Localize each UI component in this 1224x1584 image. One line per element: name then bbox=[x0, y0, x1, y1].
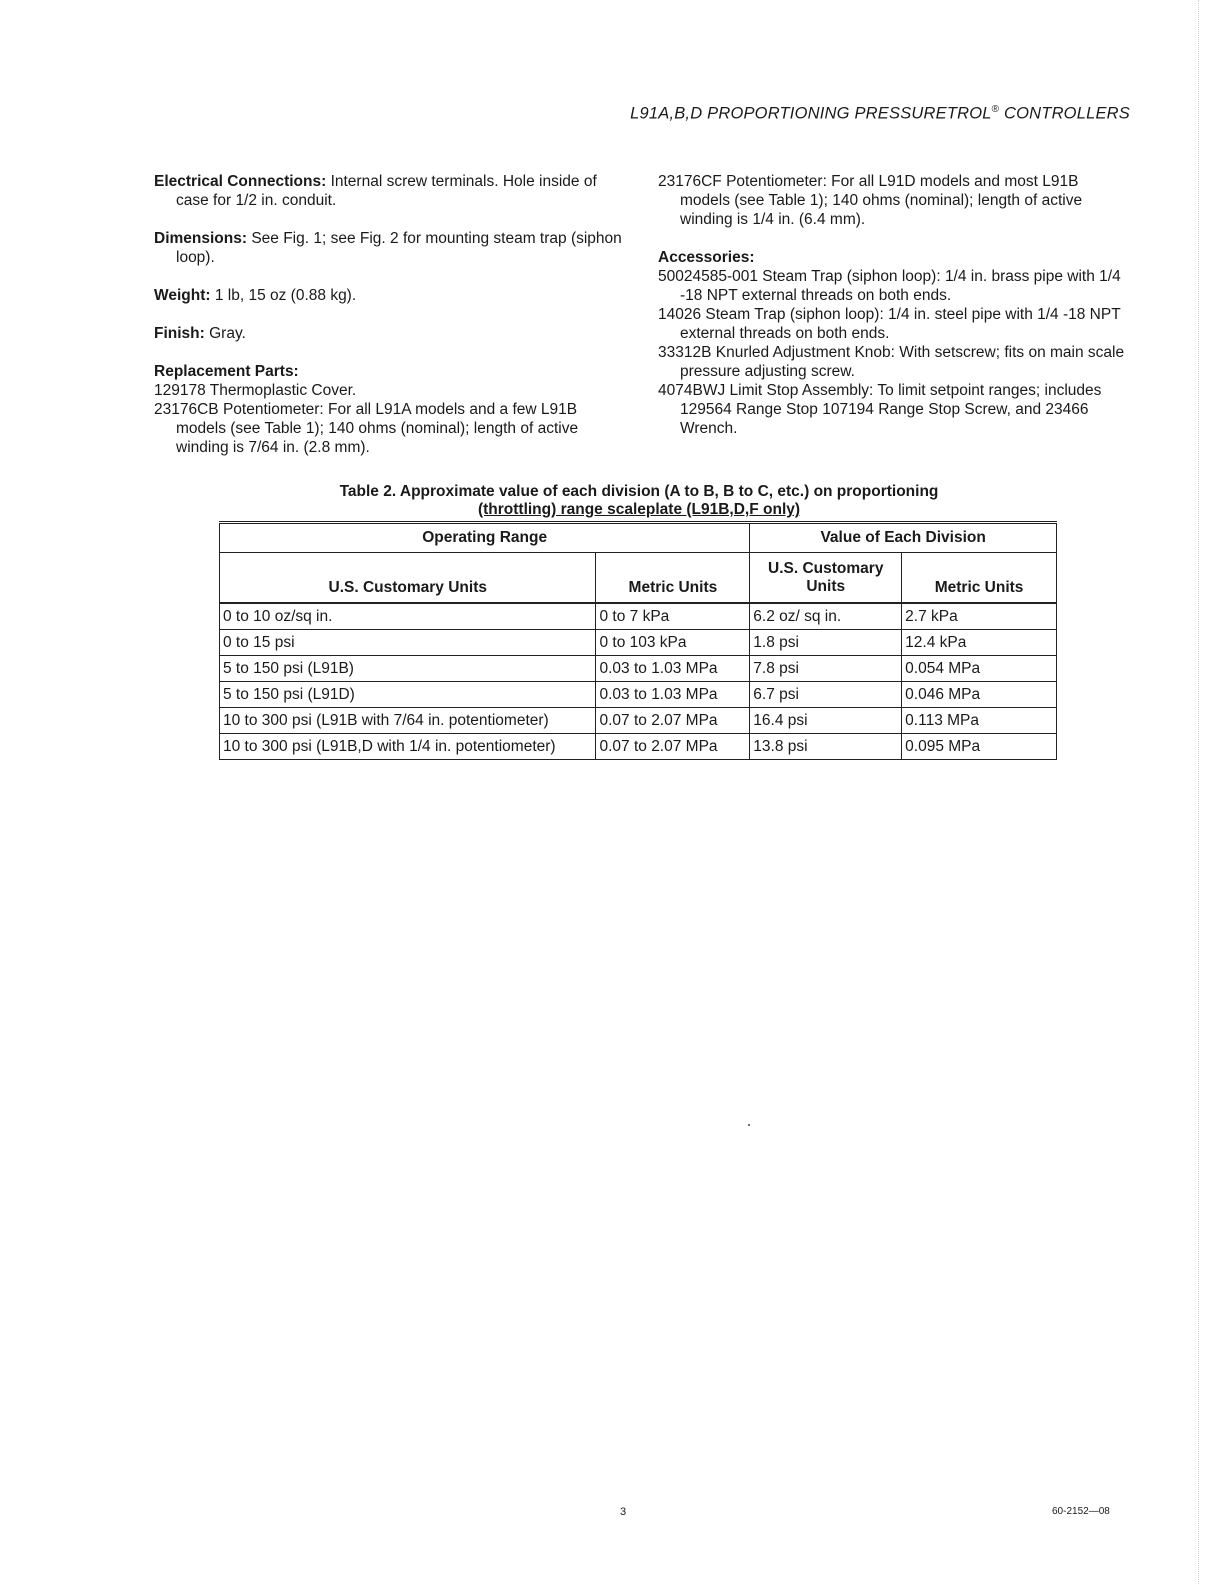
accessory-item: 14026 Steam Trap (siphon loop): 1/4 in. steel pipe with 1/4 -18 NPT external threads on both ends. bbox=[658, 306, 1121, 342]
cell-us-division: 7.8 psi bbox=[750, 656, 902, 682]
division-value-table bbox=[219, 521, 1057, 760]
header-metric-range: Metric Units bbox=[596, 553, 750, 604]
table-row bbox=[220, 708, 1057, 734]
cell-us-range: 5 to 150 psi (L91D) bbox=[220, 682, 596, 708]
page-header bbox=[630, 104, 1130, 124]
cell-us-division: 13.8 psi bbox=[750, 734, 902, 760]
page-number: 3 bbox=[620, 1506, 627, 1518]
document-number: 60-2152—08 bbox=[1052, 1506, 1110, 1517]
header-us-customary-division: U.S. Customary Units bbox=[750, 553, 902, 604]
cell-metric-division: 12.4 kPa bbox=[902, 630, 1057, 656]
cell-metric-range: 0.03 to 1.03 MPa bbox=[596, 656, 750, 682]
table-caption-line1: Table 2. Approximate value of each division (A to B, B to C, etc.) on proportioning bbox=[339, 483, 939, 500]
cell-us-division: 6.7 psi bbox=[750, 682, 902, 708]
weight-label: Weight: bbox=[154, 287, 211, 304]
header-operating-range: Operating Range bbox=[220, 523, 750, 553]
cell-metric-division: 0.113 MPa bbox=[902, 708, 1057, 734]
table-row bbox=[220, 630, 1057, 656]
table-row bbox=[220, 682, 1057, 708]
cell-metric-range: 0 to 7 kPa bbox=[596, 603, 750, 630]
accessories-heading: Accessories: bbox=[658, 249, 755, 266]
table-caption-line2: (throttling) range scaleplate (L91B,D,F only) bbox=[477, 501, 801, 518]
table-row bbox=[220, 656, 1057, 682]
table-caption bbox=[220, 483, 1058, 519]
dimensions-text: See Fig. 1; see Fig. 2 for mounting steam trap (siphon loop). bbox=[176, 230, 622, 266]
cell-metric-range: 0 to 103 kPa bbox=[596, 630, 750, 656]
replacement-parts-heading: Replacement Parts: bbox=[154, 363, 299, 380]
finish-label: Finish: bbox=[154, 325, 205, 342]
table-sub-header-row bbox=[220, 553, 1057, 604]
cell-us-range: 10 to 300 psi (L91B with 7/64 in. potentiometer) bbox=[220, 708, 596, 734]
weight-text: 1 lb, 15 oz (0.88 kg). bbox=[210, 287, 357, 304]
cell-us-division: 16.4 psi bbox=[750, 708, 902, 734]
accessory-item: 33312B Knurled Adjustment Knob: With setscrew; fits on main scale pressure adjusting screw. bbox=[658, 344, 1125, 380]
accessory-item: 4074BWJ Limit Stop Assembly: To limit setpoint ranges; includes 129564 Range Stop 107194 Range Stop Screw, and 23466 Wrench. bbox=[658, 382, 1102, 437]
header-us-customary-range: U.S. Customary Units bbox=[220, 553, 596, 604]
scan-edge-line bbox=[1198, 0, 1200, 1584]
registered-mark: ® bbox=[991, 104, 1000, 115]
header-value-each-division: Value of Each Division bbox=[750, 523, 1057, 553]
dimensions bbox=[154, 229, 624, 267]
left-column bbox=[154, 172, 624, 457]
cell-metric-division: 0.054 MPa bbox=[902, 656, 1057, 682]
finish-text: Gray. bbox=[204, 325, 246, 342]
cell-us-range: 0 to 15 psi bbox=[220, 630, 596, 656]
table-row bbox=[220, 734, 1057, 760]
cell-us-division: 6.2 oz/ sq in. bbox=[750, 603, 902, 630]
cell-metric-range: 0.03 to 1.03 MPa bbox=[596, 682, 750, 708]
scan-speck bbox=[748, 1124, 750, 1126]
cell-us-division: 1.8 psi bbox=[750, 630, 902, 656]
replacement-part-item: 129178 Thermoplastic Cover. bbox=[154, 382, 357, 399]
cell-metric-division: 0.095 MPa bbox=[902, 734, 1057, 760]
header-metric-division: Metric Units bbox=[902, 553, 1057, 604]
cell-us-range: 10 to 300 psi (L91B,D with 1/4 in. potentiometer) bbox=[220, 734, 596, 760]
header-title-suffix: CONTROLLERS bbox=[999, 104, 1130, 123]
header-title: L91A,B,D PROPORTIONING PRESSURETROL bbox=[630, 104, 992, 123]
table-row bbox=[220, 603, 1057, 630]
cell-metric-range: 0.07 to 2.07 MPa bbox=[596, 734, 750, 760]
finish bbox=[154, 324, 624, 343]
cell-metric-range: 0.07 to 2.07 MPa bbox=[596, 708, 750, 734]
right-column bbox=[658, 172, 1128, 438]
electrical-text: Internal screw terminals. Hole inside of case for 1/2 in. conduit. bbox=[176, 173, 597, 209]
accessory-item: 50024585-001 Steam Trap (siphon loop): 1/4 in. brass pipe with 1/4 -18 NPT external threads on both ends. bbox=[658, 268, 1121, 304]
weight bbox=[154, 286, 624, 305]
table-group-header-row bbox=[220, 523, 1057, 553]
electrical-label: Electrical Connections: bbox=[154, 173, 327, 190]
potentiometer-cf: 23176CF Potentiometer: For all L91D models and most L91B models (see Table 1); 140 ohms (nominal); length of active winding is 1/4 in. (6.4 mm). bbox=[658, 173, 1083, 228]
cell-us-range: 0 to 10 oz/sq in. bbox=[220, 603, 596, 630]
cell-us-range: 5 to 150 psi (L91B) bbox=[220, 656, 596, 682]
cell-metric-division: 2.7 kPa bbox=[902, 603, 1057, 630]
dimensions-label: Dimensions: bbox=[154, 230, 248, 247]
replacement-part-item: 23176CB Potentiometer: For all L91A models and a few L91B models (see Table 1); 140 ohms (nominal); length of active winding is 7/64 in. (2.8 mm). bbox=[154, 401, 579, 456]
electrical-connections bbox=[154, 172, 624, 210]
cell-metric-division: 0.046 MPa bbox=[902, 682, 1057, 708]
